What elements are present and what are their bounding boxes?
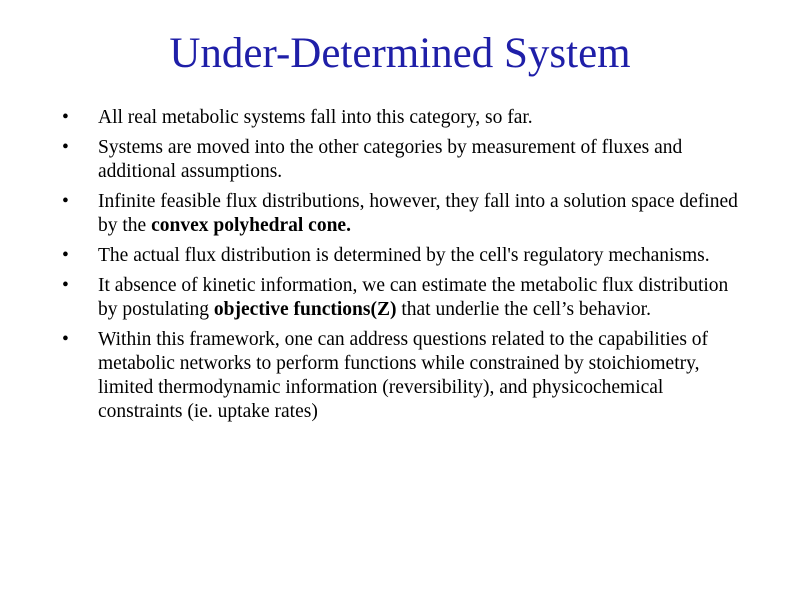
- bullet-text: [98, 191, 738, 236]
- bullet-marker: •: [62, 191, 69, 212]
- bullet-text: [98, 245, 710, 266]
- bullet-text-segment: All real metabolic systems fall into this category, so far.: [98, 107, 533, 128]
- bullet-text-segment: It absence of kinetic information, we can estimate the metabolic flux distribution by postulating: [98, 275, 729, 320]
- slide-title: Under-Determined System: [169, 30, 631, 77]
- bullet-item: [62, 190, 752, 238]
- bullet-text-segment: The actual flux distribution is determined by the cell's regulatory mechanisms.: [98, 245, 710, 266]
- bullet-list: [62, 106, 752, 430]
- bullet-item: [62, 274, 752, 322]
- bullet-text: [98, 137, 682, 182]
- bullet-item: [62, 136, 752, 184]
- bullet-marker: •: [62, 245, 69, 266]
- bullet-item: [62, 328, 752, 424]
- bullet-item: [62, 244, 752, 268]
- bullet-text-segment: Infinite feasible flux distributions, however, they fall into a solution space defined by the: [98, 191, 738, 236]
- bullet-text-segment: Systems are moved into the other categories by measurement of fluxes and additional assumptions.: [98, 137, 683, 182]
- bullet-emphasis: convex polyhedral cone.: [151, 215, 351, 236]
- bullet-item: [62, 106, 752, 130]
- bullet-text-segment: that underlie the cell’s behavior.: [396, 299, 651, 320]
- bullet-text-segment: Within this framework, one can address questions related to the capabilities of metabolic networks to perform functions while constrained by stoichiometry, limited thermodynamic information (reversibility), and physicochemical constraints (ie. uptake rates): [98, 329, 709, 422]
- bullet-emphasis: objective functions(Z): [213, 299, 397, 320]
- bullet-marker: •: [62, 107, 69, 128]
- bullet-text: [98, 275, 728, 320]
- bullet-marker: •: [62, 329, 69, 350]
- bullet-text: [98, 329, 708, 422]
- bullet-marker: •: [62, 275, 69, 296]
- bullet-marker: •: [62, 137, 69, 158]
- bullet-text: [98, 107, 533, 128]
